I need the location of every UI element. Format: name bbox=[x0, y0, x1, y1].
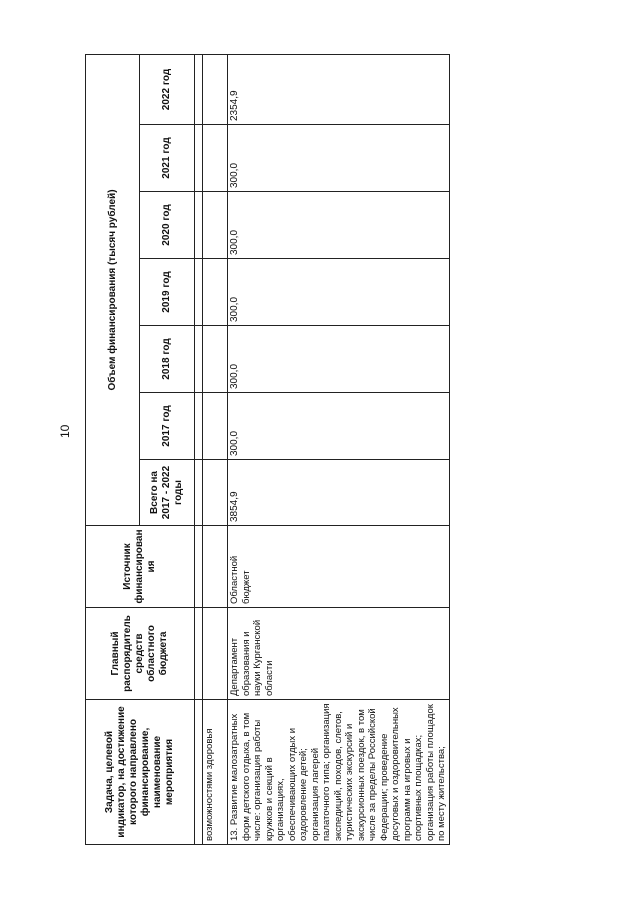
value-cell bbox=[203, 393, 228, 460]
value-cell bbox=[203, 259, 228, 326]
value-cell: 300,0 bbox=[228, 259, 450, 326]
page-number: 10 bbox=[58, 424, 72, 438]
value-cell: 300,0 bbox=[228, 326, 450, 393]
task-cell: возможностями здоровья bbox=[203, 700, 228, 845]
header-year: 2021 год bbox=[140, 125, 195, 192]
header-funding-group: Объем финансирования (тысяч рублей) bbox=[86, 54, 140, 525]
rotated-table-container bbox=[85, 55, 585, 845]
total-cell: 3854,9 bbox=[228, 460, 450, 526]
source-cell bbox=[203, 526, 228, 608]
table-row bbox=[203, 54, 228, 844]
value-cell: 300,0 bbox=[228, 192, 450, 259]
table-row bbox=[228, 54, 450, 844]
funding-table bbox=[85, 54, 450, 845]
header-year: 2018 год bbox=[140, 326, 195, 393]
value-cell: 2354,9 bbox=[228, 54, 450, 124]
manager-cell bbox=[203, 608, 228, 700]
header-year: 2022 год bbox=[140, 54, 195, 124]
value-cell: 300,0 bbox=[228, 125, 450, 192]
header-manager: Главный распорядитель средств областного бюджета bbox=[86, 608, 195, 700]
total-cell bbox=[203, 460, 228, 526]
manager-cell: Департамент образования и науки Курганской области bbox=[228, 608, 450, 700]
header-year: 2017 год bbox=[140, 393, 195, 460]
task-cell: 13. Развитие малозатратных форм детского отдыха, в том числе: организация работы кружков и секций в организациях, обеспечивающих отдых и оздоровление детей; организация лагерей палаточного типа; организация экспедиций, походов, слетов, туристических экскурсий и экскурсионных поездок, в том числе за пределы Российской Федерации; проведение досуговых и оздоровительных программ на игровых и спортивных площадках; организация работы площадок по месту жительства; bbox=[228, 700, 450, 845]
header-task: Задача, целевой индикатор, на достижение которого направлено финансирование, наименование мероприятия bbox=[86, 700, 195, 845]
header-year: 2019 год bbox=[140, 259, 195, 326]
value-cell: 300,0 bbox=[228, 393, 450, 460]
header-source: Источник финансирования bbox=[86, 526, 195, 608]
source-cell: Областной бюджет bbox=[228, 526, 450, 608]
value-cell bbox=[203, 54, 228, 124]
value-cell bbox=[203, 125, 228, 192]
value-cell bbox=[203, 326, 228, 393]
header-total: Всего на 2017 - 2022 годы bbox=[140, 460, 195, 526]
header-year: 2020 год bbox=[140, 192, 195, 259]
value-cell bbox=[203, 192, 228, 259]
